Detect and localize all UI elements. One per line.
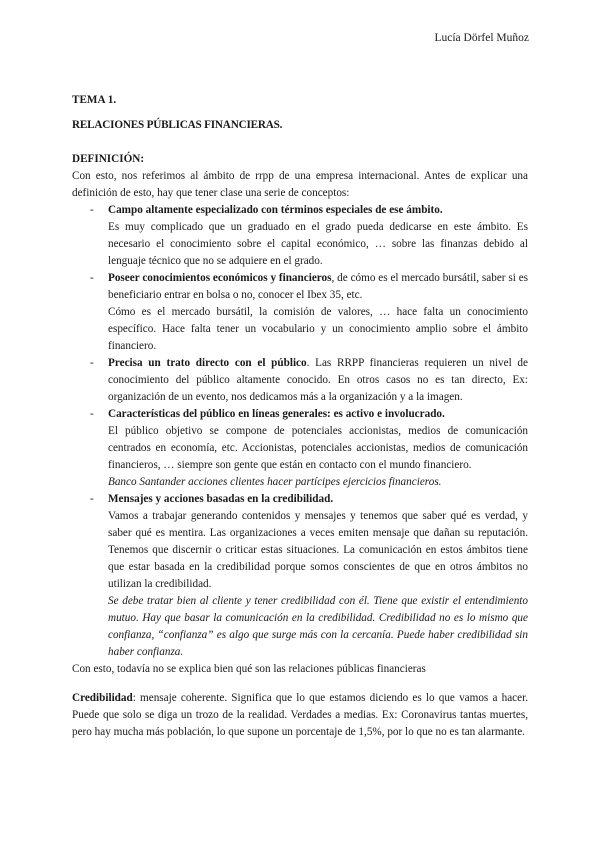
item-note: Se debe tratar bien al cliente y tener credibilidad con él. Tiene que existir el entendimiento mutuo. Hay que basar la comunicación en la credibilidad. Credibilidad no es lo mismo que confianza, “confianza” es algo que surge más con la cercanía. Puede haber credibilidad sin haber confianza.: [108, 595, 528, 658]
definition-heading: DEFINICIÓN:: [72, 153, 145, 165]
credibility-term: Credibilidad: [72, 692, 133, 704]
bullet-dash: -: [90, 357, 94, 369]
list-item: [72, 406, 528, 491]
item-body: Cómo es el mercado bursátil, la comisión de valores, … hace falta un conocimiento específico. Hace falta tener un vocabulario y un conocimiento amplio sobre el ámbito financiero.: [108, 306, 528, 352]
topic-number: TEMA 1.: [72, 94, 117, 106]
list-item: [72, 270, 528, 355]
item-note: Banco Santander acciones clientes hacer partícipes ejercicios financieros.: [108, 476, 442, 488]
item-body: Es muy complicado que un graduado en el grado pueda dedicarse en este ámbito. Es necesario el conocimiento sobre el capital económico, … sobre las finanzas debido al lenguaje técnico que no se adquiere en el grado.: [108, 221, 528, 267]
item-body: El público objetivo se compone de potenciales accionistas, medios de comunicación centrados en economía, etc. Accionistas, potenciales accionistas, medios de comunicación financieros, … siempre son gente que están en contacto con el mundo financiero.: [108, 425, 528, 471]
item-body: Vamos a trabajar generando contenidos y mensajes y tenemos que saber qué es verdad, y saber qué es mentira. Las organizaciones a veces emiten mensaje que dañan su reputación. Tenemos que discernir o criticar estas situaciones. La comunicación en estos ámbitos tiene que estar basada en la credibilidad porque somos conscientes de que en otros ámbitos no utilizan la credibilidad.: [108, 510, 528, 590]
concept-list: [72, 202, 528, 661]
item-title: Características del público en líneas generales: es activo e involucrado.: [108, 408, 445, 420]
credibility-paragraph: [72, 690, 528, 741]
intro-paragraph: Con esto, nos referimos al ámbito de rrpp de una empresa internacional. Antes de explicar una definición de esto, hay que tener clase una serie de conceptos:: [72, 170, 528, 199]
list-item: [72, 491, 528, 661]
credibility-text: : mensaje coherente. Significa que lo que estamos diciendo es lo que vamos a hacer. Puede que solo se diga un trozo de la realidad. Verdades a medias. Ex: Coronavirus tantas muertes, pero hay mucha más población, lo que supone un porcentaje de 1,5%, por lo que no es tan alarmante.: [72, 692, 528, 738]
closing-paragraph: Con esto, todavía no se explica bien qué son las relaciones públicas financieras: [72, 663, 426, 675]
document-body: [72, 92, 528, 741]
list-item: [72, 355, 528, 406]
list-item: [72, 202, 528, 270]
page-title: RELACIONES PÚBLICAS FINANCIERAS.: [72, 119, 283, 131]
item-title: Campo altamente especializado con términos especiales de ese ámbito.: [108, 204, 443, 216]
item-title-rest: , de cómo es el mercado bursátil, saber si es beneficiario entrar en bolsa o no, conocer el Ibex 35, etc.: [108, 272, 529, 301]
bullet-dash: -: [90, 493, 94, 505]
author-name: Lucía Dörfel Muñoz: [434, 32, 529, 44]
bullet-dash: -: [90, 272, 94, 284]
item-title: Precisa un trato directo con el público: [108, 357, 307, 369]
item-title: Mensajes y acciones basadas en la credibilidad.: [108, 493, 334, 505]
bullet-dash: -: [90, 408, 94, 420]
bullet-dash: -: [90, 204, 94, 216]
item-title-rest: . Las RRPP financieras requieren un nivel de conocimiento del público altamente conocido. En otros casos no es tan directo, Ex: organización de un evento, nos dedicamos más a la organización y a la imagen.: [108, 357, 528, 403]
item-title: Poseer conocimientos económicos y financieros: [108, 272, 332, 284]
